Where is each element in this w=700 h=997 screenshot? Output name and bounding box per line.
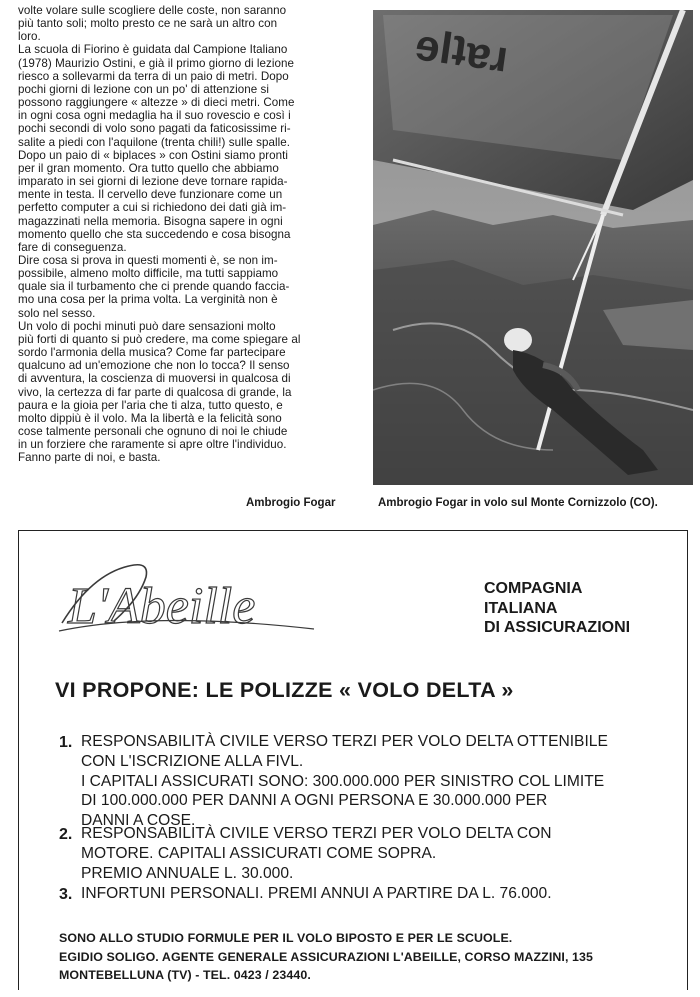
article-line: fare di conseguenza. — [18, 240, 127, 254]
company-line: COMPAGNIA — [484, 580, 583, 597]
policy-line: DI 100.000.000 PER DANNI A OGNI PERSONA E 30.000.000 PER — [81, 792, 548, 810]
article-line: Dopo un paio di « biplaces » con Ostini siamo pronti — [18, 148, 289, 162]
photo-caption: Ambrogio Fogar in volo sul Monte Cornizzolo (CO). — [378, 497, 658, 509]
article-line: qualcuno ad un'emozione che non lo tocca? Il senso — [18, 359, 290, 373]
article-line: volte volare sulle scogliere delle coste, non saranno — [18, 4, 287, 17]
article-body — [18, 4, 363, 464]
policy-number: 1. — [59, 734, 73, 751]
policy-line: PREMIO ANNUALE L. 30.000. — [81, 864, 294, 882]
policy-line: INFORTUNI PERSONALI. PREMI ANNUI A PARTIRE DA L. 76.000. — [81, 885, 552, 902]
policy-number: 3. — [59, 886, 73, 903]
article-line: possono raggiungere « altezze » di dieci metri. Come — [18, 96, 295, 110]
article-line: La scuola di Fiorino è guidata dal Campione Italiano — [18, 43, 288, 57]
article-line: paura e la gioia per l'aria che ti alza, tutto questo, e — [18, 398, 283, 412]
article-line: più tanto soli; molto presto ce ne sarà un altro con — [18, 17, 278, 31]
policy-number: 2. — [59, 826, 73, 843]
article-line: per il gran momento. Ora tutto quello che abbiamo — [18, 161, 279, 175]
article-line: mente in testa. Il cervello deve funzionare come un — [18, 188, 283, 202]
article-line: in ogni cosa ogni medaglia ha il suo rovescio e così i — [18, 109, 291, 123]
article-line: cose talmente personali che ognuno di noi le chiude — [18, 425, 288, 438]
article-author: Ambrogio Fogar — [246, 497, 336, 509]
article-line: in un forziere che raramente si apre oltre l'individuo. — [18, 438, 287, 452]
article-line: solo nel sesso. — [18, 306, 96, 320]
policy-line: RESPONSABILITÀ CIVILE VERSO TERZI PER VOLO DELTA CON — [81, 825, 552, 842]
article-line: (1978) Maurizio Ostini, e già il primo giorno di lezione — [18, 56, 295, 70]
company-line: DI ASSICURAZIONI — [484, 619, 631, 636]
article-line: mo una cosa per la prima volta. La verginità non è — [18, 293, 278, 307]
article-line: pochi secondi di volo sono pagati da faticosissime ri- — [18, 122, 291, 136]
article-line: possibile, almeno molto difficile, ma tutti sappiamo — [18, 267, 279, 281]
article-line: sordo l'armonia della musica? Come far partecipare — [18, 346, 286, 360]
svg-text:ɘlʇɐɹ: ɘlʇɐɹ — [412, 20, 512, 82]
policy-line: DANNI A COSE. — [81, 812, 196, 830]
article-line: quale sia il turbamento che ci prende quando faccia- — [18, 280, 290, 294]
company-name — [484, 579, 630, 638]
article-line: più forti di quanto si può credere, ma come spiegare al — [18, 332, 301, 346]
article-line: perfetto computer a cui si richiedono dei dati già im- — [18, 201, 287, 215]
article-line: salite a piedi con l'aquilone (trenta chili!) sulle spalle. — [18, 135, 290, 149]
policy-line: MOTORE. CAPITALI ASSICURATI COME SOPRA. — [81, 844, 437, 862]
policy-item — [59, 732, 669, 832]
article-line: pochi giorni di lezione con un po' di attenzione si — [18, 82, 269, 96]
footer-line: SONO ALLO STUDIO FORMULE PER IL VOLO BIPOSTO E PER LE SCUOLE. — [59, 931, 513, 945]
article-line: Un volo di pochi minuti può dare sensazioni molto — [18, 319, 276, 333]
policy-item — [59, 824, 669, 884]
policy-line: RESPONSABILITÀ CIVILE VERSO TERZI PER VOLO DELTA OTTENIBILE — [81, 733, 608, 750]
article-line: Fanno parte di noi, e basta. — [18, 451, 161, 465]
article-line: Dire cosa si prova in questi momenti è, se non im- — [18, 253, 278, 267]
footer-line: EGIDIO SOLIGO. AGENTE GENERALE ASSICURAZIONI L'ABEILLE, CORSO MAZZINI, 135 — [59, 949, 594, 964]
footer-line: MONTEBELLUNA (TV) - TEL. 0423 / 23440. — [59, 968, 311, 982]
article-line: molto dippiù è il volo. Ma la libertà e la felicità sono — [18, 411, 282, 425]
policy-line: I CAPITALI ASSICURATI SONO: 300.000.000 PER SINISTRO COL LIMITE — [81, 772, 605, 790]
company-line: ITALIANA — [484, 599, 558, 617]
article-line: imparato in sei giorni di lezione deve tornare rapida- — [18, 175, 288, 189]
logo-text: L'Abeille — [68, 578, 256, 635]
article-line: vivo, la certezza di far parte di qualcosa di grande, la — [18, 385, 292, 399]
article-line: magazzinati nella memoria. Bisogna sapere in ogni — [18, 214, 283, 228]
policy-item — [59, 884, 669, 904]
article-line: di avventura, la coscienza di muoversi in qualcosa di — [18, 372, 291, 386]
article-line: momento quello che sta succedendo e cosa bisogna — [18, 227, 291, 241]
hang-glider-photo — [373, 10, 693, 485]
article-line: loro. — [18, 30, 41, 44]
ad-headline: VI PROPONE: LE POLIZZE « VOLO DELTA » — [55, 678, 514, 702]
ad-footer — [59, 929, 593, 985]
abeille-logo — [54, 551, 334, 656]
article-line: riesco a sollevarmi da terra di un paio di metri. Dopo — [18, 69, 289, 83]
insurance-advertisement — [18, 530, 688, 990]
policy-line: CON L'ISCRIZIONE ALLA FIVL. — [81, 752, 304, 770]
